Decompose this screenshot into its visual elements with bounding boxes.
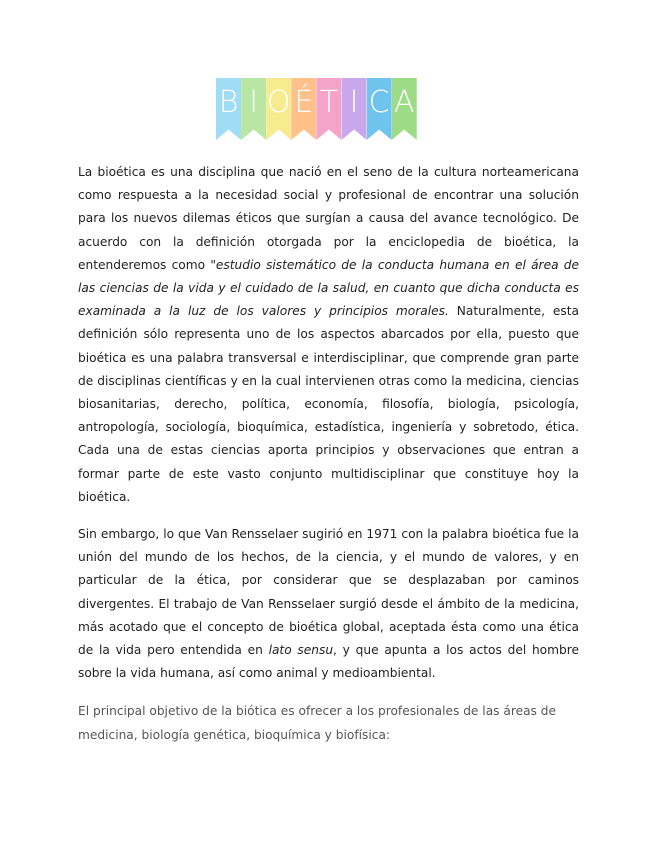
title-letter: C — [368, 85, 390, 120]
title-letter: É — [294, 85, 314, 120]
title-flag — [392, 78, 417, 140]
title-flag — [291, 78, 316, 140]
paragraph-history — [78, 523, 579, 685]
paragraph-definition — [78, 161, 579, 509]
title-flag — [266, 78, 291, 140]
paragraph-text: La bioética es una disciplina que nació en el seno de la cultura norteamericana como respuesta a la necesidad social y profesional de encontrar una solución para los nuevos dilemas éticos que surgían a causa del avance tecnológico. De acuerdo con la definición otorgada por la enciclopedia de bioética, la entenderemos como — [78, 165, 579, 272]
title-letter: B — [218, 85, 239, 120]
title-flag — [316, 78, 341, 140]
title-letter: I — [249, 85, 259, 120]
title-flag — [367, 78, 392, 140]
title-letter: A — [393, 85, 415, 120]
title-flag — [241, 78, 266, 140]
title-flag — [341, 78, 366, 140]
paragraph-text: Sin embargo, lo que Van Rensselaer sugirió en 1971 con la palabra bioética fue la unión del mundo de los hechos, de la ciencia, y el mundo de valores, y en particular de la ética, por considerar que se desplazaban por caminos divergentes. El trabajo de Van Rensselaer surgió desde el ámbito de la medicina, más acotado que el concepto de bioética global, aceptada ésta como una ética de la vida pero entendida en — [78, 527, 579, 658]
title-letter: T — [319, 85, 339, 120]
title-letter: I — [349, 85, 359, 120]
paragraph-objective: El principal objetivo de la biótica es ofrecer a los profesionales de las áreas de medicina, biología genética, bioquímica y biofísica: — [78, 704, 557, 742]
title-letter: O — [266, 85, 291, 120]
title-banner — [216, 78, 442, 140]
latin-term: lato sensu — [268, 643, 334, 658]
paragraph-text: , y que apunta a los actos del hombre sobre la vida humana, así como animal y medioambiental. — [78, 643, 579, 681]
definition-quote: "estudio sistemático de la conducta humana en el área de las ciencias de la vida y el cuidado de la salud, en cuanto que dicha conducta es examinada a la luz de los valores y principios morales. — [78, 257, 579, 319]
document-body — [78, 161, 579, 747]
paragraph-text: Naturalmente, esta definición sólo representa uno de los aspectos abarcados por ella, puesto que bioética es una palabra transversal e interdisciplinar, que comprende gran parte de disciplinas científicas y en la cual intervienen otras como la medicina, ciencias biosanitarias, derecho, política, economía, filosofía, biología, psicología, antropología, sociología, bioquímica, estadística, ingeniería y sobretodo, ética. Cada una de estas ciencias aporta principios y observaciones que entran a formar parte de este vasto conjunto multidisciplinar que constituye hoy la bioética. — [78, 304, 579, 504]
title-flag — [216, 78, 241, 140]
